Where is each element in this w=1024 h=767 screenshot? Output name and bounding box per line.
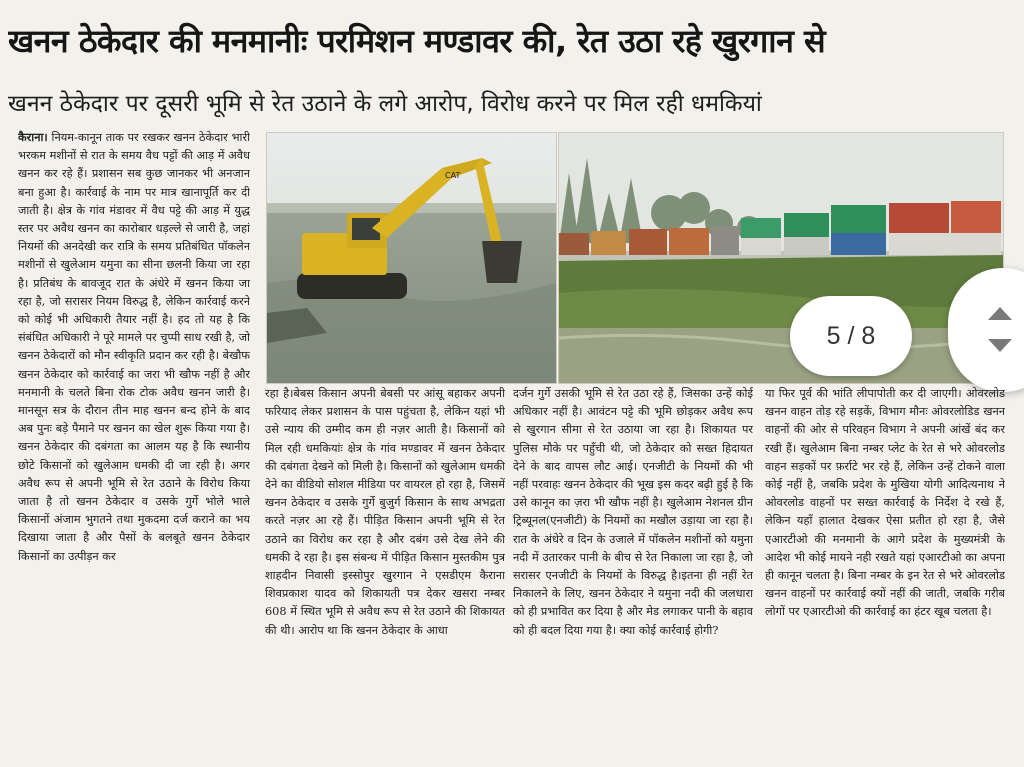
article-column-3: दर्जन गुर्गे उसकी भूमि से रेत उठा रहे हैं, जिसका उन्हें कोई अधिकार नहीं है। आवंटन पट्टे की भूमि छोड़कर अवैध रूप से खुरगान सीमा से रेत उठाया जा रहा है। शिकायत पर पुलिस मौके पर पहुँची थी, जो ठेकेदार को सख्त हिदायत देने के बाद वापस लौट आई। एनजीटी के नियमों की भी नहीं परवाहः खनन ठेकेदार की भूख इस कदर बढ़ी हुई है कि उसे कानून का ज़रा भी खौफ नहीं है। खुलेआम नेशनल ग्रीन ट्रिब्यूनल(एनजीटी) के नियमों का मखौल उड़ाया जा रहा है। रात के अंधेरे व दिन के उजाले में पॉकलेन मशीनों को यमुना नदी में उतारकर पानी के बीच से रेत निकाला जा रहा है, जो सरासर एनजीटी के नियमों के विरुद्ध है।इतना ही नहीं रेत निकालने के लिए, खनन ठेकेदार ने यमुना नदी की जलधारा को ही प्रभावित कर दिया है और मेड लगाकर पानी के बहाव को ही बदल दिया गया है। क्या कोई कार्रवाई होगी? (513, 387, 753, 637)
excavator-photo (266, 132, 557, 384)
dateline: कैराना। (18, 130, 48, 144)
chevron-down-icon[interactable] (988, 339, 1012, 352)
trucks-photo (558, 132, 1004, 384)
column-1-text: नियम-कानून ताक पर रखकर खनन ठेकेदार भारी भरकम मशीनों से रात के समय वैध पट्टों की आड़ में अवैध खनन कर रहे हैं। प्रशासन सब कुछ जानकर भी अनजान बना हुआ है। कार्रवाई के नाम पर मात्र खानापूर्ति कर दी जाती है। क्षेत्र के गांव मंडावर में वैध पट्टे की आड़ में युद्ध स्तर पर अवैध खनन का कारोबार धड़ल्ले से जारी है, जहां नियमों की अनदेखी कर रात्रि के समय प्रतिबंधित पॉकलेन मशीनों से खुलेआम यमुना का सीना छलनी किया जा रहा है। प्रतिबंध के बावजूद रात के अंधेरे में खनन किया जा रहा है, जो सरासर नियम विरुद्ध है, लेकिन कार्रवाई करने को कोई भी अधिकारी तैयार नहीं है। हद तो यह है कि संबंधित अधिकारी ने पूरे मामले पर चुप्पी साध रखी है, जो खनन ठेकेदारों को मौन स्वीकृति प्रदान कर रही है। बेखौफ खनन ठेकेदार को कार्रवाई का जरा भी खौफ नहीं है और मनमानी के चलते बिना रोक टोक अवैध खनन जारी है। मानसून सत्र के दौरान तीन माह खनन बन्द होने के बाद अब पुनः बड़े पैमाने पर खनन का खेल शुरू किया गया है। खनन ठेकेदार की दबंगता का आलम यह है कि स्थानीय छोटे किसानों को खुलेआम धमकी दी जा रही है। अगर अवैध रूप से अपनी भूमि से रेत उठाने के विरोध किया जाता है तो खनन ठेकेदार व उसके गुर्गे भोले भाले किसानों अंजाम भुगतने तथा मुकदमा दर्ज कराने का भय दिखाया जाता है और पैसों के बलबूते खनन ठेकेदार किसानों का उत्पीड़न कर (18, 131, 250, 563)
svg-text:CAT: CAT (445, 171, 461, 180)
headline: खनन ठेकेदार की मनमानीः परमिशन मण्डावर की, रेत उठा रहे खुरगान से (8, 22, 826, 60)
subheadline: खनन ठेकेदार पर दूसरी भूमि से रेत उठाने के लगे आरोप, विरोध करने पर मिल रही धमकियां (8, 91, 762, 117)
trucks-illustration (559, 133, 1003, 383)
article-column-1 (18, 128, 250, 767)
chevron-up-icon[interactable] (988, 307, 1012, 320)
gallery-page-counter: 5 / 8 (790, 296, 912, 376)
article-column-2: रहा है।बेबस किसान अपनी बेबसी पर आंसू बहाकर अपनी फरियाद लेकर प्रशासन के पास पहुंचता है, लेकिन यहां भी उसे न्याय की उम्मीद कम ही नज़र आती है। किसानों को मिल रही धमकियांः क्षेत्र के गांव मण्डावर में खनन ठेकेदार की दबंगता देखने को मिली है। किसानों को खुलेआम धमकी देने का वीडियो सोशल मीडिया पर वायरल हो रहा है, जिसमें खनन ठेकेदार व उसके गुर्गे बुजुर्ग किसान के साथ अभद्रता करते नज़र आ रहे हैं। पीड़ित किसान अपनी भूमि से रेत उठाने का विरोध कर रहा है और दबंग उसे देख लेने की धमकी दे रहा है। इस संबन्ध में पीड़ित किसान मुस्तकीम पुत्र शाहदीन निवासी इस्सोपुर खुरगान ने एसडीएम कैराना शिवप्रकाश यादव को शिकायती पत्र देकर खसरा नम्बर 608 में स्थित भूमि से अवैध रूप से रेत उठाने की शिकायत की थी। आरोप था कि खनन ठेकेदार के आधा (265, 387, 505, 637)
excavator-illustration (267, 133, 556, 383)
article-column-4: या फिर पूर्व की भांति लीपापोती कर दी जाएगी। ओवरलोड खनन वाहन तोड़ रहे सड़कें, विभाग मौनः ओवरलोडिड खनन वाहनों की ओर से परिवहन विभाग ने अपनी आंखें बंद कर रखी हैं। खुलेआम बिना नम्बर प्लेट के रेत से भरे ओवरलोड वाहन सड़कों पर फ़र्राटे भर रहे हैं, लेकिन उन्हें टोकने वाला कोई नहीं है, जबकि प्रदेश के मुखिया योगी आदित्यनाथ ने ओवरलोड वाहनों पर सख्त कार्रवाई के निर्देश दे रखे हैं, लेकिन यहाँ हालात देखकर ऐसा प्रतीत हो रहा है, जैसे एआरटीओ की मनमानी के आगे प्रदेश के मुख्यमंत्री के आदेश भी कोई मायने नही रखते यहां एआरटीओ का अपना ही कानून चलता है। बिना नम्बर के इन रेत से भरे ओवरलोड खनन वाहनों पर कार्रवाई क्यों नहीं की जाती, जबकि गरीब लोगों पर एआरटीओ की कार्रवाई का हंटर खूब चलता है। (765, 387, 1005, 619)
